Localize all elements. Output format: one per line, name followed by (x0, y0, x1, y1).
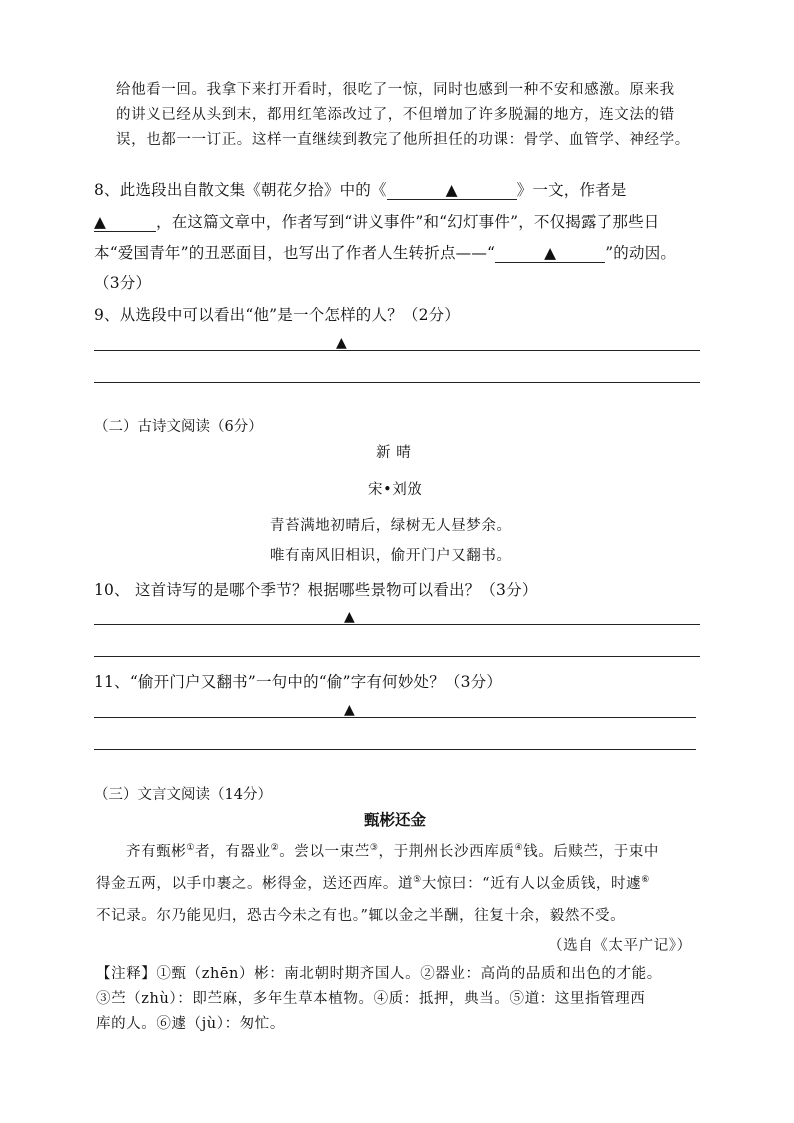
question-8-line-1 (94, 178, 627, 200)
question-8-line-2 (94, 210, 660, 232)
footnote-ref: ③ (369, 843, 379, 854)
notes-line-2: ③苎（zhù）：即苎麻，多年生草本植物。④质：抵押，典当。⑤道：这里指管理西 (96, 991, 646, 1007)
answer-marker: ▲ (544, 244, 557, 262)
passage-line-3: 误，也都一一订正。这样一直继续到教完了他所担任的功课：骨学、血管学、神经学。 (116, 132, 690, 148)
classical-line-1 (126, 840, 659, 861)
answer-line-q9-2[interactable] (94, 382, 700, 383)
classical-text: 。尝以一束苎 (279, 844, 370, 860)
question-8-line-3 (94, 241, 676, 263)
classical-line-3: 不记录。尔乃能见归，恐古今未之有也。”辄以金之半酬，往复十余，毅然不受。 (96, 908, 626, 924)
footnote-ref: ① (186, 843, 196, 854)
footnote-ref: ④ (514, 843, 524, 854)
answer-line-q11-2[interactable] (94, 749, 696, 750)
answer-line-q9-1[interactable] (94, 350, 700, 351)
classical-text: 钱。后赎苎，于束中 (523, 844, 660, 860)
notes-line-3: 库的人。⑥遽（jù）：匆忙。 (96, 1016, 285, 1032)
classical-text: 得金五两，以手巾裹之。彬得金，送还西库。道 (96, 876, 414, 892)
answer-line-q10-2[interactable] (94, 656, 700, 657)
answer-line-q11-1[interactable] (94, 717, 696, 718)
question-8-text-4: 本“爱国青年”的丑恶面目，也写出了作者人生转折点——“ (94, 244, 496, 262)
answer-line-q10-1[interactable] (94, 624, 700, 625)
question-8-text-2: 》一文，作者是 (516, 181, 627, 199)
answer-marker: ▲ (94, 213, 107, 231)
poem-author: 宋•刘攽 (368, 482, 423, 498)
notes-line-1: 【注释】①甄（zhēn）彬：南北朝时期齐国人。②器业：高尚的品质和出色的才能。 (96, 966, 662, 982)
question-11-text: 11、“偷开门户又翻书”一句中的“偷”字有何妙处？（3分） (94, 673, 503, 691)
answer-blank-author[interactable] (94, 213, 156, 232)
question-10-text: 10、 这首诗写的是哪个季节？根据哪些景物可以看出？（3分） (94, 581, 538, 599)
answer-blank-article[interactable] (387, 181, 517, 200)
classical-line-2 (96, 872, 650, 893)
question-8-text-3: ，在这篇文章中，作者写到“讲义事件”和“幻灯事件”，不仅揭露了那些日 (156, 213, 660, 231)
classical-source: （选自《太平广记》） (548, 938, 692, 954)
section-2-heading: （二）古诗文阅读（6分） (94, 419, 263, 435)
answer-marker-q11: ▲ (344, 702, 355, 718)
answer-marker: ▲ (445, 181, 458, 199)
classical-text: ，于荆州长沙西库质 (378, 844, 515, 860)
answer-blank-turning-point[interactable] (495, 244, 605, 263)
footnote-ref: ⑤ (413, 875, 422, 886)
question-8-text-5: ”的动因。 (605, 244, 677, 262)
answer-marker-q9: ▲ (336, 335, 347, 351)
question-8-text-1: 8、此选段出自散文集《朝花夕拾》中的《 (94, 181, 387, 199)
passage-line-1: 给他看一回。我拿下来打开看时，很吃了一惊，同时也感到一种不安和感激。原来我 (116, 82, 675, 98)
question-9-text: 9、从选段中可以看出“他”是一个怎样的人？（2分） (94, 306, 461, 324)
question-8-score: （3分） (94, 274, 152, 292)
classical-title: 甄彬还金 (364, 811, 427, 829)
classical-text: 者，有器业 (195, 844, 271, 860)
answer-marker-q10: ▲ (344, 609, 355, 625)
footnote-ref: ⑥ (641, 875, 650, 886)
passage-line-2: 的讲义已经从头到末，都用红笔添改过了，不但增加了许多脱漏的地方，连文法的错 (116, 107, 675, 123)
classical-text: 齐有甄彬 (126, 844, 187, 860)
footnote-ref: ② (270, 843, 280, 854)
poem-line-2: 唯有南风旧相识，偷开门户又翻书。 (270, 548, 512, 564)
classical-text: 大惊曰：“近有人以金质钱，时遽 (421, 876, 642, 892)
section-3-heading: （三）文言文阅读（14分） (94, 787, 272, 803)
poem-line-1: 青苔满地初晴后，绿树无人昼梦余。 (270, 518, 512, 534)
poem-title: 新 晴 (376, 445, 412, 461)
